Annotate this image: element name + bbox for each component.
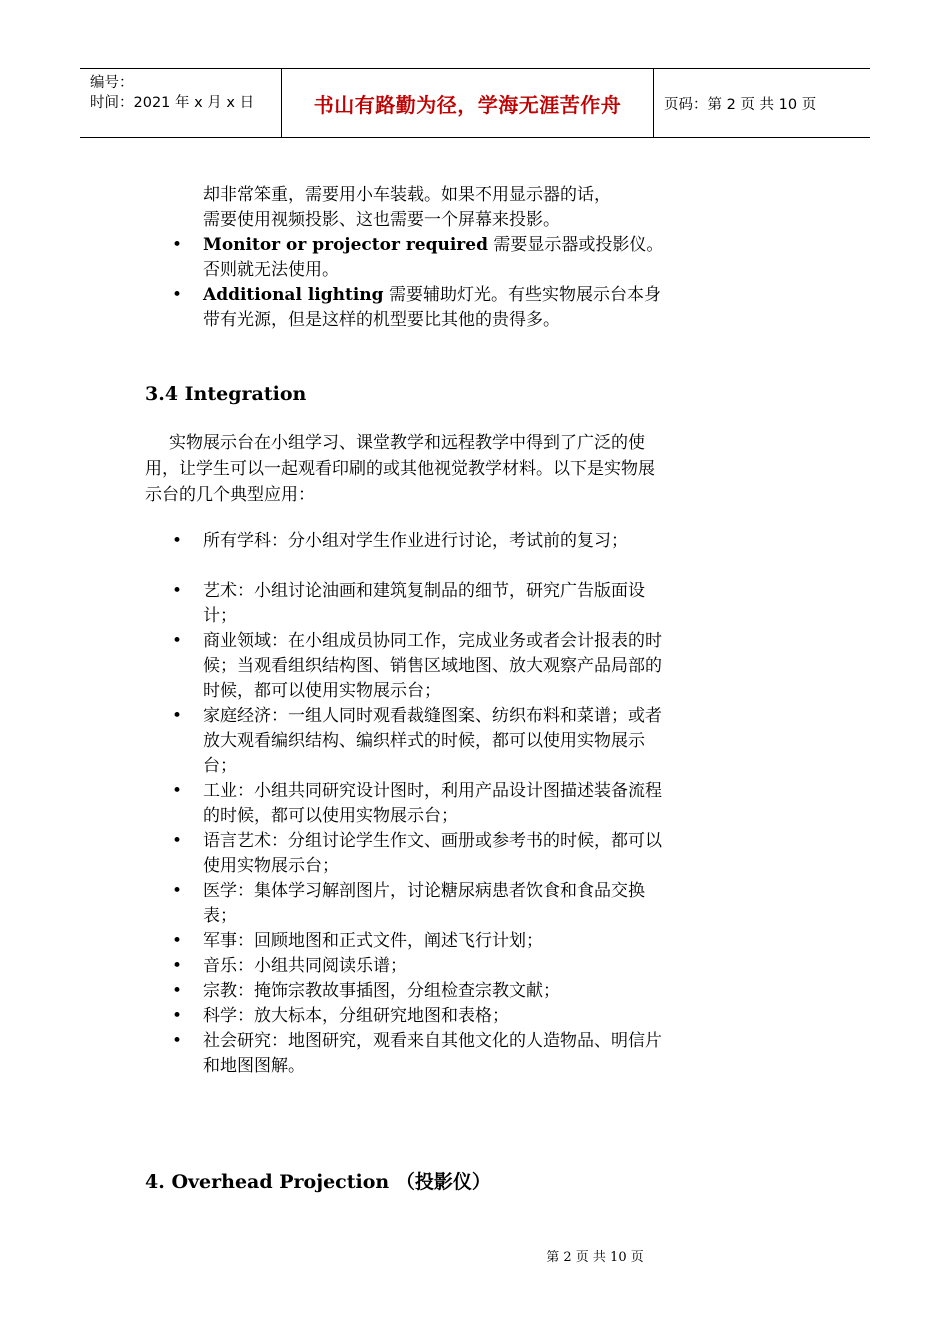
list-item-text: 家庭经济：一组人同时观看裁缝图案、纺织布料和菜谱；或者放大观看编织结构、编织样式的时候，都可以使用实物展示台； [203,706,662,776]
bullet-icon: • [172,1031,183,1051]
bullet-text: 需要辅助灯光。有些实物展示台本身带有光源，但是这样的机型要比其他的贵得多。 [203,285,661,330]
list-item-text: 艺术：小组讨论油画和建筑复制品的细节，研究广告版面设计； [203,581,645,626]
page-header [80,68,870,138]
bullet-icon: • [172,981,183,1001]
list-item-text: 医学：集体学习解剖图片，讨论糖尿病患者饮食和食品交换表； [203,881,645,926]
list-item [145,954,670,979]
list-item [145,1004,670,1029]
header-time-label: 时间：2021 年 x 月 x 日 [90,95,255,111]
bullet-icon: • [172,881,183,901]
list-item-text: 商业领域：在小组成员协同工作，完成业务或者会计报表的时候；当观看组织结构图、销售区域地图、放大观察产品局部的时候，都可以使用实物展示台； [203,631,662,701]
bullet-icon: • [172,531,183,551]
header-page-info: 页码：第 2 页 共 10 页 [664,96,817,113]
list-item [145,979,670,1004]
list-item-text: 宗教：掩饰宗教故事插图，分组检查宗教文献； [203,981,560,1001]
header-left-cell [80,69,282,137]
bullet-icon: • [172,581,183,601]
bullet-icon: • [172,631,183,651]
list-item-text: 科学：放大标本，分组研究地图和表格； [203,1006,509,1026]
list-item [145,1029,670,1079]
header-number-label: 编号： [90,75,134,91]
list-item [145,704,670,779]
list-item [145,233,670,283]
page-footer: 第 2 页 共 10 页 [546,1250,644,1265]
bullet-icon: • [172,831,183,851]
bullet-icon: • [172,1006,183,1026]
bullet-icon: • [172,931,183,951]
list-item-text: 军事：回顾地图和正式文件，阐述飞行计划； [203,931,543,951]
bullet-bold-term: Additional lighting [203,285,384,305]
list-item [145,929,670,954]
list-item-text: 所有学科：分小组对学生作业进行讨论，考试前的复习； [203,531,628,551]
header-motto: 书山有路勤为径，学海无涯苦作舟 [313,92,622,117]
bullet-icon: • [172,235,183,255]
continued-text-line-2: 需要使用视频投影、这也需要一个屏幕来投影。 [203,210,560,230]
list-item-text: 音乐：小组共同阅读乐谱； [203,956,407,976]
list-item [145,579,670,629]
list-item [145,829,670,879]
bullet-text: 需要显示器或投影仪。否则就无法使用。 [203,235,664,280]
section-heading-3-4: 3.4 Integration [145,383,307,405]
bullet-icon: • [172,781,183,801]
header-motto-cell [282,69,654,137]
section-heading-4: 4. Overhead Projection （投影仪） [145,1171,491,1193]
list-item [145,283,670,333]
bullet-icon: • [172,706,183,726]
list-item-text: 社会研究：地图研究，观看来自其他文化的人造物品、明信片和地图图解。 [203,1031,662,1076]
list-item [145,779,670,829]
bullet-bold-term: Monitor or projector required [203,235,488,255]
list-item [145,629,670,704]
continued-text-line-1: 却非常笨重，需要用小车装载。如果不用显示器的话， [203,185,611,205]
list-item [145,529,670,554]
section-paragraph: 实物展示台在小组学习、课堂教学和远程教学中得到了广泛的使用，让学生可以一起观看印刷的或其他视觉教学材料。以下是实物展示台的几个典型应用： [145,433,655,505]
list-item-text: 语言艺术：分组讨论学生作文、画册或参考书的时候，都可以使用实物展示台； [203,831,662,876]
list-item [145,879,670,929]
bullet-icon: • [172,956,183,976]
bullet-icon: • [172,285,183,305]
list-item-text: 工业：小组共同研究设计图时，利用产品设计图描述装备流程的时候，都可以使用实物展示台； [203,781,662,826]
